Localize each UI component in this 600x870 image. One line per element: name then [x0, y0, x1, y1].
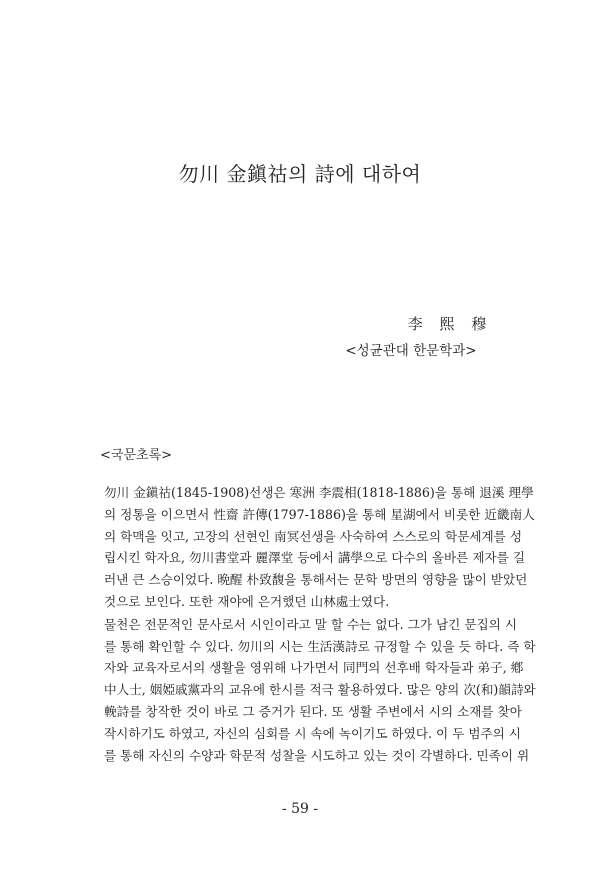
- text-line: 輓詩를 창작한 것이 바로 그 증거가 된다. 또 생활 주변에서 시의 소재를 찾아: [104, 703, 522, 719]
- author-name: [0, 313, 600, 334]
- abstract-body: [104, 482, 536, 766]
- abstract-paragraph-2: [104, 614, 536, 767]
- text-line: 의 학맥을 잇고, 고장의 선현인 南冥선생을 사숙하여 스스로의 학문세계를 성: [104, 528, 523, 544]
- text-line: 물천은 전문적인 문사로서 시인이라고 말 할 수는 없다. 그가 남긴 문집의 시: [104, 616, 518, 632]
- paper-title: 勿川 金鎭祜의 詩에 대하여: [178, 162, 422, 186]
- text-line: 것으로 보인다. 또한 재야에 은거했던 山林處士였다.: [104, 593, 390, 609]
- page-number: - 59 -: [281, 801, 319, 817]
- author-name-text: 李 熙 穆: [407, 315, 487, 333]
- abstract-paragraph-1: [104, 482, 535, 613]
- text-line: 립시킨 학자요, 勿川書堂과 麗澤堂 등에서 講學으로 다수의 올바른 제자를 길: [104, 550, 526, 566]
- text-line: 를 통해 자신의 수양과 학문적 성찰을 시도하고 있는 것이 각별하다. 민족이 위: [104, 747, 530, 763]
- text-line: 勿川 金鎭祜(1845-1908)선생은 寒洲 李震相(1818-1886)을 통해 退溪 理學: [104, 485, 534, 500]
- abstract-label: <국문초록>: [100, 448, 173, 463]
- text-line: 러낸 큰 스승이었다. 晩醒 朴致馥을 통해서는 문학 방면의 영향을 많이 받았던: [104, 572, 528, 588]
- text-line: 의 정통을 이으면서 性齋 許傳(1797-1886)을 통해 星湖에서 비롯한 近畿南人: [104, 506, 535, 522]
- text-line: 를 통해 확인할 수 있다. 勿川의 시는 生活漢詩로 규정할 수 있을 듯 하다. 즉 학: [104, 638, 536, 654]
- text-line: 中人士, 姻婭戚黨과의 교유에 한시를 적극 활용하였다. 많은 양의 次(和)韻詩와: [104, 682, 536, 698]
- text-line: 자와 교육자로서의 생활을 영위해 나가면서 同門의 선후배 학자들과 弟子, 鄕: [104, 660, 524, 676]
- author-affiliation: [0, 339, 600, 359]
- text-line: 작시하기도 하였고, 자신의 심회를 시 속에 녹이기도 하였다. 이 두 범주의 시: [104, 725, 522, 741]
- affiliation-text: <성균관대 한문학과>: [345, 343, 477, 359]
